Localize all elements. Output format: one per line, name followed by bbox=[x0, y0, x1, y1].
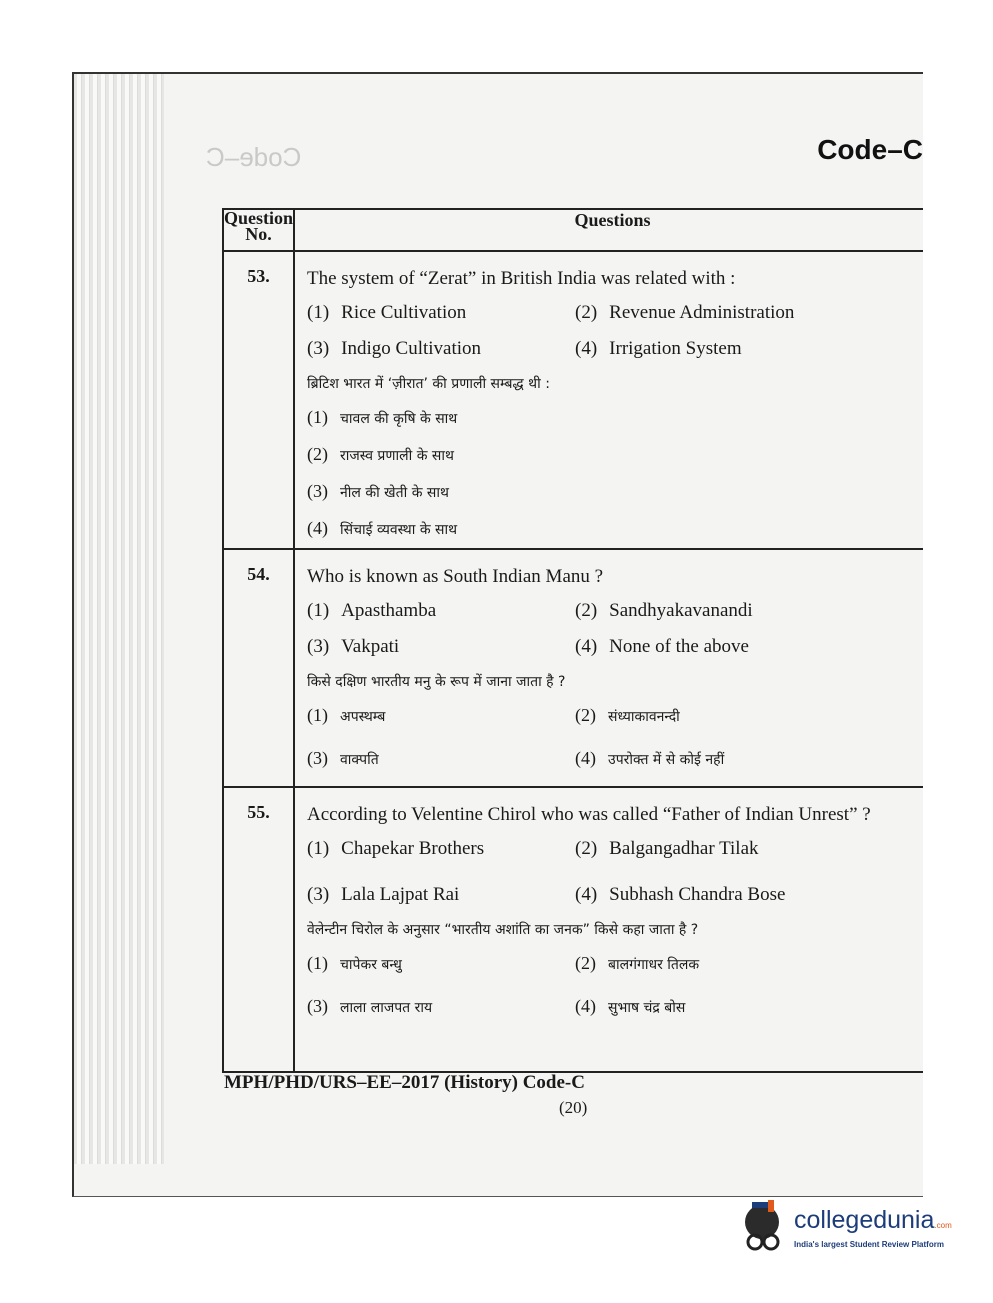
hindi-option: (3) लाला लाजपत राय bbox=[307, 996, 433, 1016]
option: (1) Rice Cultivation bbox=[307, 302, 467, 323]
question-row bbox=[223, 787, 923, 1072]
hindi-option: (1) अपस्थम्ब bbox=[307, 705, 386, 725]
question-number: 53. bbox=[223, 251, 294, 549]
paper-code: Code–C bbox=[817, 134, 923, 165]
hindi-option: (3) नील की खेती के साथ bbox=[307, 481, 449, 501]
option: (1) Chapekar Brothers bbox=[307, 838, 485, 859]
option: (3) Vakpati bbox=[307, 636, 400, 657]
column-header-number: Question No. bbox=[223, 209, 294, 251]
option: (2) Balgangadhar Tilak bbox=[575, 838, 759, 859]
question-row bbox=[223, 251, 923, 549]
table-header-row bbox=[223, 209, 923, 251]
option: (4) Subhash Chandra Bose bbox=[575, 884, 786, 905]
hindi-option: (2) संध्याकावनन्दी bbox=[575, 705, 680, 725]
question-stem: Who is known as South Indian Manu ? bbox=[307, 566, 604, 587]
option: (2) Sandhyakavanandi bbox=[575, 600, 753, 621]
question-body bbox=[294, 251, 923, 549]
question-number: 54. bbox=[223, 549, 294, 787]
question-number: 55. bbox=[223, 787, 294, 1072]
hindi-option: (4) उपरोक्त में से कोई नहीं bbox=[575, 748, 725, 768]
hindi-option-grid bbox=[307, 953, 920, 1017]
option: (2) Revenue Administration bbox=[575, 302, 795, 323]
option: (4) Irrigation System bbox=[575, 338, 742, 359]
question-stem: According to Velentine Chirol who was called “Father of Indian Unrest” ? bbox=[307, 804, 871, 825]
hindi-stem: किसे दक्षिण भारतीय मनु के रूप में जाना जाता है ? bbox=[307, 674, 566, 690]
hindi-option: (2) राजस्व प्रणाली के साथ bbox=[307, 444, 454, 464]
option-grid bbox=[307, 838, 920, 906]
hindi-option: (4) सिंचाई व्यवस्था के साथ bbox=[307, 518, 458, 538]
question-row bbox=[223, 549, 923, 787]
paper-footer: MPH/PHD/URS–EE–2017 (History) Code-C bbox=[224, 1072, 585, 1093]
logo-wordmark: collegedunia.com bbox=[794, 1206, 952, 1234]
collegedunia-logo[interactable] bbox=[738, 1200, 968, 1260]
option-grid bbox=[307, 302, 920, 360]
page-number: (20) bbox=[559, 1098, 588, 1117]
hindi-stem: वेलेन्टीन चिरोल के अनुसार “भारतीय अशांति का जनक” किसे कहा जाता है ? bbox=[307, 922, 699, 938]
option: (1) Apasthamba bbox=[307, 600, 437, 621]
hindi-option: (4) सुभाष चंद्र बोस bbox=[575, 996, 686, 1016]
hindi-option: (1) चावल की कृषि के साथ bbox=[307, 407, 458, 427]
option: (3) Lala Lajpat Rai bbox=[307, 884, 460, 905]
hindi-stem: ब्रिटिश भारत में ‘ज़ीरात’ की प्रणाली सम्बद्ध थी : bbox=[307, 376, 550, 392]
hindi-option-list bbox=[307, 407, 920, 539]
mascot-icon bbox=[738, 1200, 790, 1256]
hindi-option-grid bbox=[307, 705, 920, 769]
option: (3) Indigo Cultivation bbox=[307, 338, 482, 359]
question-table bbox=[222, 208, 923, 1073]
logo-tagline: India's largest Student Review Platform bbox=[794, 1240, 944, 1249]
column-header-questions: Questions bbox=[294, 209, 923, 251]
question-body bbox=[294, 787, 923, 1072]
question-body bbox=[294, 549, 923, 787]
question-stem: The system of “Zerat” in British India was related with : bbox=[307, 268, 736, 289]
hindi-option: (2) बालगंगाधर तिलक bbox=[575, 953, 700, 973]
page-edge-shadow bbox=[74, 74, 164, 1164]
hindi-option: (1) चापेकर बन्धु bbox=[307, 953, 402, 973]
scanned-page bbox=[72, 72, 923, 1197]
hindi-option: (3) वाक्पति bbox=[307, 748, 379, 768]
option: (4) None of the above bbox=[575, 636, 749, 657]
option-grid bbox=[307, 600, 920, 658]
bleed-through-code: Code–C bbox=[206, 142, 302, 172]
